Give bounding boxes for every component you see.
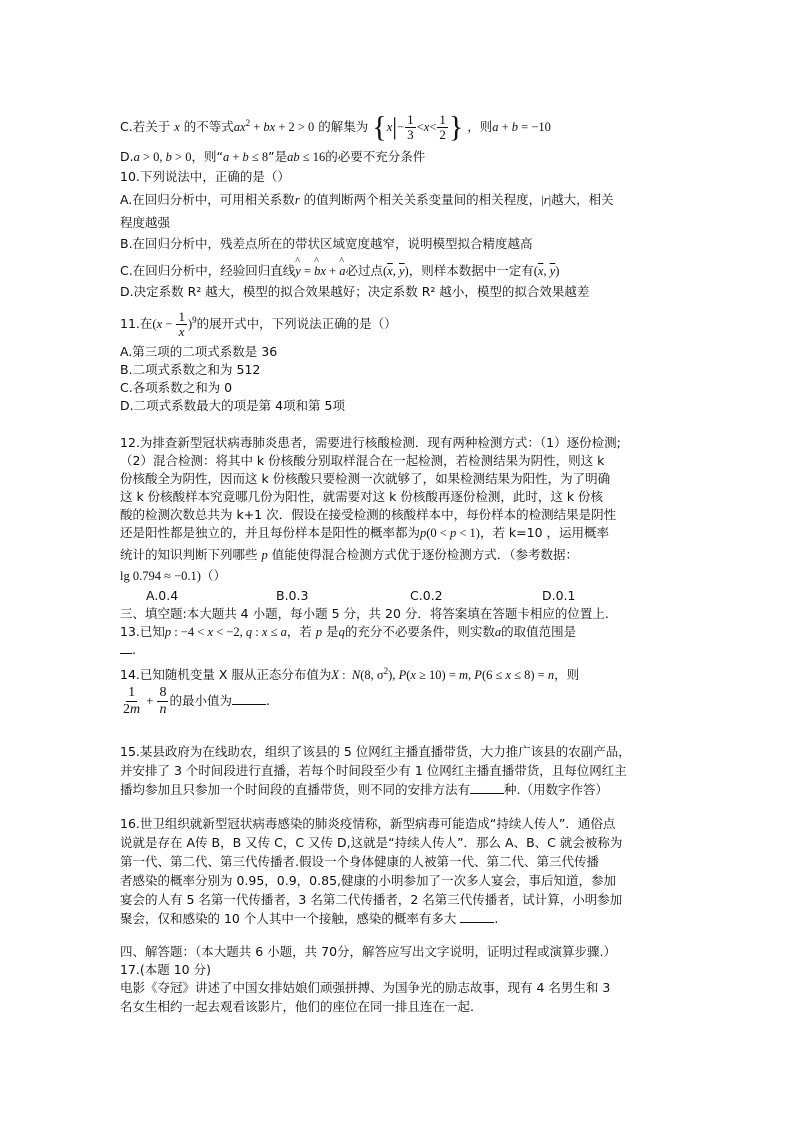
q11-option-c: C.各项系数之和为 0: [120, 380, 233, 395]
q16-answer-blank[interactable]: [460, 910, 494, 923]
q12-option-b: B.0.3: [276, 588, 309, 603]
q14-line-1: 14.已知随机变量 X 服从正态分布值为X : N(8, $\sigma^2$), P(x ≥ 10) = m, P(6 ≤ x ≤ 8) = n，则: [120, 666, 580, 683]
q17-line-2: 名女生相约一起去观看该影片，他们的座位在同一排且连在一起.: [120, 999, 474, 1014]
q15-answer-blank[interactable]: [470, 781, 504, 794]
q10-option-a-cont: 程度越强: [120, 215, 171, 230]
q16-line-2: 说就是存在 A传 B，B 又传 C，C 又传 D,这就是“持续人传人”．那么 A、B、C 就会被称为: [120, 835, 623, 850]
q11-option-a: A.第三项的二项式系数是 36: [120, 344, 278, 359]
q13-answer-blank[interactable]: .: [120, 641, 136, 659]
q12-line-3: 份核酸全为阴性，因而这 k 份核酸只要检测一次就够了，如果检测结果为阳性，为了明确: [120, 471, 611, 486]
q10-option-a: A.在回归分析中，可用相关系数r 的值判断两个相关关系变量间的相关程度，|r|越大，相关: [120, 192, 614, 207]
q16-line-4: 者感染的概率分别为 0.95，0.9，0.85,健康的小明参加了一次多人宴会，事后知道，参加: [120, 873, 616, 888]
section-4-heading: 四、解答题：（本大题共 6 小题，共 70分，解答应写出文字说明，证明过程或演算步骤.）: [120, 944, 617, 959]
q12-option-d: D.0.1: [542, 588, 576, 603]
q12-line-7: 统计的知识判断下列哪些 p 值能使得混合检测方式优于逐份检测方式．（参考数据：: [120, 547, 578, 562]
q16-line-3: 第一代、第二代、第三代传播者.假设一个身体健康的人被第一代、第二代、第三代传播: [120, 854, 599, 869]
q12-line-2: （2）混合检测：将其中 k 份核酸分别取样混合在一起检测，若检测结果为阴性，则这 k: [120, 453, 605, 468]
q15-line-1: 15.某县政府为在线助农，组织了该县的 5 位网红主播直播带货，大力推广该县的农副产品，: [120, 744, 631, 759]
q12-option-c: C.0.2: [410, 588, 443, 603]
q12-line-1: 12.为排查新型冠状病毒肺炎患者，需要进行核酸检测．现有两种检测方式：（1）逐份检测;: [120, 435, 621, 450]
q17-line-1: 电影《夺冠》讲述了中国女排姑娘们顽强拼搏、为国争光的励志故事，现有 4 名男生和 3: [120, 980, 611, 995]
q12-line-5: 酸的检测次数总共为 k+1 次．假设在接受检测的核酸样本中，每份样本的检测结果是阴性: [120, 507, 617, 522]
q12-option-a: A.0.4: [146, 588, 179, 603]
q14-line-2: $\frac{1}{2m}$ + $\frac{8}{n}$ 的最小值为 .: [123, 685, 270, 717]
q10-option-d: D.决定系数 R² 越大，模型的拟合效果越好；决定系数 R² 越小，模型的拟合效果越差: [120, 284, 590, 299]
q15-line-2: 并安排了 3 个时间段进行直播，若每个时间段至少有 1 位网红主播直播带货，且每位网红主: [120, 763, 627, 778]
q10-option-c: C.在回归分析中，经验回归直线^ y = ^ bx + ^ a必过点($\overline{x}$, $\overline{y}$)，则样本数据中一定有($\overline{x}$, $\overline{y}$): [120, 262, 559, 280]
q17-heading: 17.(本题 10 分): [120, 962, 211, 977]
q15-line-3: 播均参加且只参加一个时间段的直播带货，则不同的安排方法有 种.（用数字作答）: [120, 782, 608, 797]
q11-option-b: B.二项式系数之和为 512: [120, 362, 261, 377]
q12-line-6: 还是阳性都是独立的，并且每份样本是阳性的概率都为p(0 < p < 1)，若 k=10 ，运用概率: [120, 525, 610, 540]
q10-option-b: B.在回归分析中，残差点所在的带状区域宽度越窄，说明模型拟合精度越高: [120, 236, 533, 251]
q16-line-1: 16.世卫组织就新型冠状病毒感染的肺炎疫情称，新型病毒可能造成“持续人传人”．通俗点: [120, 816, 616, 831]
q12-line-8: lg 0.794 ≈ −0.1)（）: [120, 568, 226, 583]
q11-option-d: D.二项式系数最大的项是第 4项和第 5项: [120, 398, 345, 413]
q11-stem: 11.在(x − $\frac{1}{x}$ )$^9$的展开式中，下列说法正确的是（）: [120, 309, 397, 340]
q10-stem: 10.下列说法中，正确的是（）: [120, 169, 290, 184]
q16-line-5: 宴会的人有 5 名第一代传播者，3 名第二代传播者，2 名第三代传播者，试计算，小明参加: [120, 892, 623, 907]
q12-line-4: 这 k 份核酸样本究竟哪几份为阳性，就需要对这 k 份核酸再逐份检测，此时，这 k 份核: [120, 489, 604, 504]
section-3-heading: 三、填空题:本大题共 4 小题，每小题 5 分，共 20 分．将答案填在答题卡相应的位置上.: [120, 606, 609, 621]
q9-option-c: C.若关于 x 的不等式$ax^2$ + bx + 2 > 0 的解集为 {x|− $\frac{1}{3}$ <x< $\frac{1}{2}$ } ，则a + b = −10: [120, 110, 551, 144]
q16-line-6: 聚会，仅和感染的 10 个人其中一个接触，感染的概率有多大 .: [120, 911, 499, 926]
q13-line-1: 13.已知p : −4 < x < −2, q : x ≤ a，若 p 是q的充分不必要条件，则实数a的取值范围是: [120, 624, 577, 639]
q9-option-d: D.a > 0, b > 0，则“a + b ≤ 8”是ab ≤ 16的必要不充分条件: [120, 149, 426, 164]
